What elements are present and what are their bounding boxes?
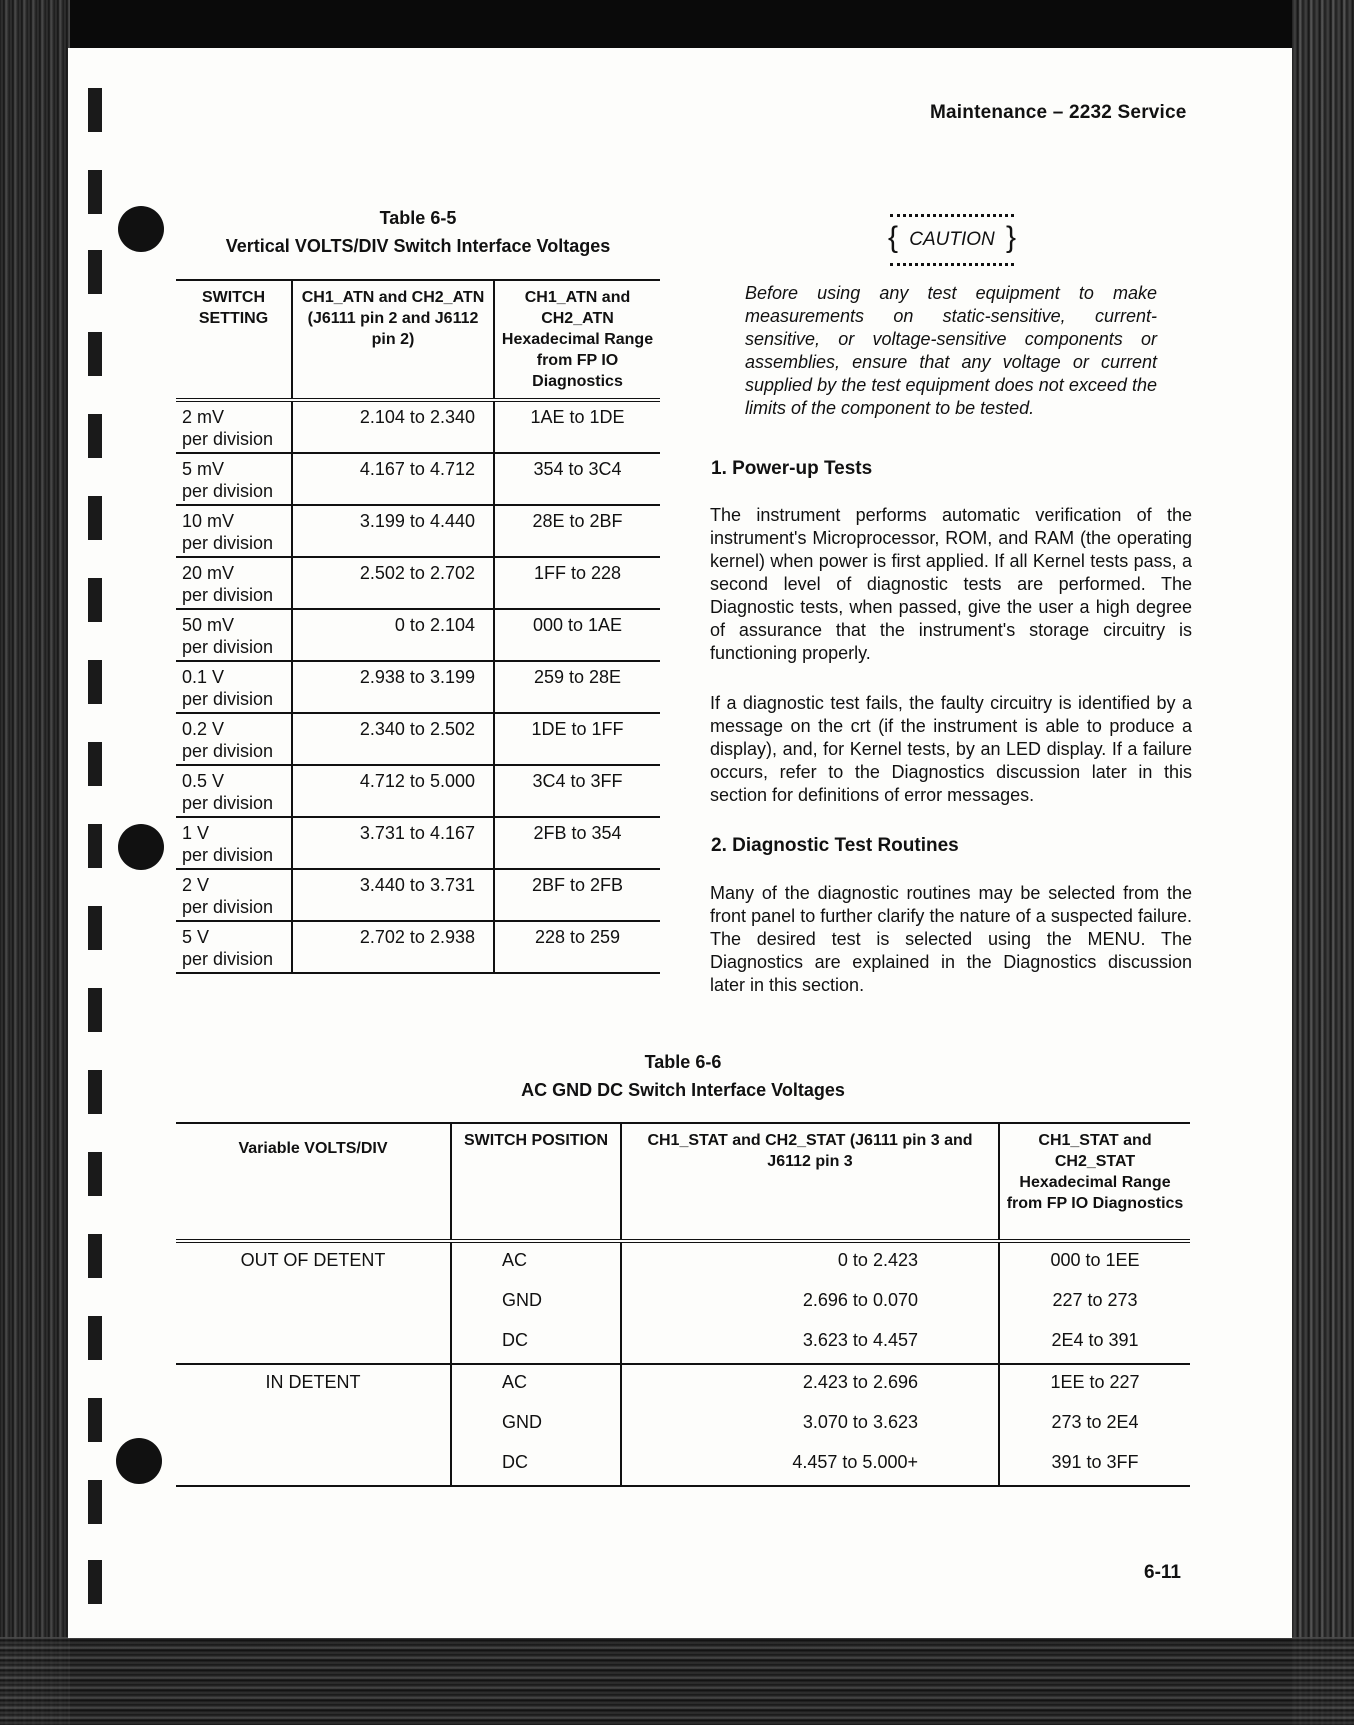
switch-setting-cell <box>176 869 292 921</box>
punch-hole <box>118 206 164 252</box>
binder-mark <box>88 332 102 376</box>
voltage-range: 0 to 2.104 <box>292 609 494 661</box>
switch-unit: per division <box>182 845 274 865</box>
caution-label: { CAUTION } <box>890 214 1014 266</box>
table-header: CH1_ATN and CH2_ATN (J6111 pin 2 and J6112 pin 2) <box>292 280 494 400</box>
binder-mark <box>88 1152 102 1196</box>
table-header: CH1_ATN and CH2_ATN Hexadecimal Range from FP IO Diagnostics <box>494 280 660 400</box>
binder-mark <box>88 250 102 294</box>
voltage-range: 3.070 to 3.623 <box>621 1405 999 1445</box>
switch-setting: 0.1 V <box>182 667 225 687</box>
hex-range: 1DE to 1FF <box>494 713 660 765</box>
binder-mark <box>88 1316 102 1360</box>
voltage-range: 4.712 to 5.000 <box>292 765 494 817</box>
table-row <box>176 400 660 453</box>
voltage-range: 4.167 to 4.712 <box>292 453 494 505</box>
switch-setting: 5 V <box>182 927 210 947</box>
voltage-range: 3.199 to 4.440 <box>292 505 494 557</box>
voltage-range: 2.938 to 3.199 <box>292 661 494 713</box>
switch-position: GND <box>451 1283 621 1323</box>
voltage-range: 2.696 to 0.070 <box>621 1283 999 1323</box>
table-row <box>176 1364 1190 1405</box>
switch-position: AC <box>451 1241 621 1283</box>
table-row <box>176 713 660 765</box>
hex-range: 1FF to 228 <box>494 557 660 609</box>
switch-setting: 2 mV <box>182 407 225 427</box>
switch-unit: per division <box>182 585 274 605</box>
switch-setting-cell <box>176 557 292 609</box>
switch-setting-cell <box>176 713 292 765</box>
switch-unit: per division <box>182 533 274 553</box>
punch-hole <box>116 1438 162 1484</box>
switch-setting: 5 mV <box>182 459 225 479</box>
table-header: SWITCH SETTING <box>176 280 292 400</box>
hex-range: 2BF to 2FB <box>494 869 660 921</box>
section-heading-power-up-tests: 1. Power-up Tests <box>711 458 873 479</box>
binder-mark <box>88 742 102 786</box>
hex-range: 2FB to 354 <box>494 817 660 869</box>
switch-setting: 0.2 V <box>182 719 225 739</box>
hex-range: 259 to 28E <box>494 661 660 713</box>
table-row <box>176 453 660 505</box>
switch-setting: 0.5 V <box>182 771 225 791</box>
hex-range: 227 to 273 <box>1052 1290 1138 1310</box>
table-6-5-title: Vertical VOLTS/DIV Switch Interface Voltages <box>225 236 611 256</box>
switch-setting-cell <box>176 505 292 557</box>
hex-range: 28E to 2BF <box>494 505 660 557</box>
voltage-range: 3.623 to 4.457 <box>621 1323 999 1364</box>
binder-mark <box>88 824 102 868</box>
page-header: Maintenance – 2232 Service <box>930 102 1187 123</box>
punch-hole <box>118 824 164 870</box>
binder-mark <box>88 414 102 458</box>
variable-volts-div: OUT OF DETENT <box>176 1241 451 1364</box>
table-6-6-title: AC GND DC Switch Interface Voltages <box>521 1080 845 1100</box>
caution-text: Before using any test equipment to make measurements on static-sensitive, current-sensitive, or voltage-sensitive components or assemblies, ensure that any voltage or current supplied by the test equipment does not exceed the limits of the component to be tested. <box>745 283 1157 418</box>
table-6-6-number: Table 6-6 <box>644 1052 722 1072</box>
hex-range: 391 to 3FF <box>1051 1452 1139 1472</box>
voltage-range: 0 to 2.423 <box>621 1241 999 1283</box>
switch-position: GND <box>451 1405 621 1445</box>
switch-setting-cell <box>176 661 292 713</box>
table-row <box>176 869 660 921</box>
binder-mark <box>88 1480 102 1524</box>
switch-unit: per division <box>182 481 274 501</box>
paragraph: The instrument performs automatic verification of the instrument's Microprocessor, ROM, and RAM (the operating kernel) when power is first applied. If all Kernel tests pass, a second level of diagnostic tests are performed. The Diagnostic tests, when passed, give the user a high degree of assurance that the instrument's storage circuitry is functioning properly. <box>710 505 1192 663</box>
voltage-range: 3.440 to 3.731 <box>292 869 494 921</box>
table-row <box>176 661 660 713</box>
switch-setting-cell <box>176 609 292 661</box>
table-row <box>176 505 660 557</box>
voltage-range: 2.340 to 2.502 <box>292 713 494 765</box>
switch-setting: 50 mV <box>182 615 235 635</box>
table-row <box>176 921 660 973</box>
binder-mark <box>88 1070 102 1114</box>
hex-range: 228 to 259 <box>494 921 660 973</box>
voltage-range: 3.731 to 4.167 <box>292 817 494 869</box>
switch-setting: 10 mV <box>182 511 235 531</box>
page-number: 6-11 <box>1144 1562 1181 1583</box>
table-header: CH1_STAT and CH2_STAT (J6111 pin 3 and J6112 pin 3 <box>621 1123 999 1241</box>
hex-range: 000 to 1AE <box>494 609 660 661</box>
table-header: CH1_STAT and CH2_STAT Hexadecimal Range from FP IO Diagnostics <box>999 1123 1190 1241</box>
paragraph: Many of the diagnostic routines may be selected from the front panel to further clarify the nature of a suspected failure. The desired test is selected using the MENU. The Diagnostics are explained in the Diagnostics discussion later in this section. <box>710 883 1192 995</box>
switch-position: DC <box>451 1323 621 1364</box>
switch-setting-cell <box>176 921 292 973</box>
paragraph: If a diagnostic test fails, the faulty circuitry is identified by a message on the crt (if the instrument is able to produce a display), and, for Kernel tests, by an LED display. If a failure occurs, refer to the Diagnostics discussion later in this section for definitions of error messages. <box>710 693 1192 805</box>
switch-position: AC <box>451 1364 621 1405</box>
hex-range: 000 to 1EE <box>999 1241 1190 1283</box>
table-6-6-caption <box>176 1048 1190 1104</box>
switch-unit: per division <box>182 741 274 761</box>
switch-unit: per division <box>182 637 274 657</box>
table-row <box>176 765 660 817</box>
table-header: Variable VOLTS/DIV <box>176 1123 451 1241</box>
voltage-range: 2.702 to 2.938 <box>292 921 494 973</box>
switch-setting-cell <box>176 817 292 869</box>
table-6-5-number: Table 6-5 <box>379 208 457 228</box>
binder-mark <box>88 496 102 540</box>
table-header: SWITCH POSITION <box>451 1123 621 1241</box>
switch-setting-cell <box>176 400 292 453</box>
scan-border-left <box>0 0 70 1725</box>
binder-mark <box>88 170 102 214</box>
voltage-range: 2.502 to 2.702 <box>292 557 494 609</box>
switch-position: DC <box>451 1445 621 1486</box>
switch-unit: per division <box>182 897 274 917</box>
scan-border-bottom <box>0 1637 1354 1725</box>
binder-mark <box>88 988 102 1032</box>
hex-range: 3C4 to 3FF <box>494 765 660 817</box>
table-6-6 <box>176 1122 1190 1487</box>
binder-mark <box>88 660 102 704</box>
binder-mark <box>88 578 102 622</box>
switch-setting: 2 V <box>182 875 210 895</box>
switch-unit: per division <box>182 793 274 813</box>
binder-mark <box>88 906 102 950</box>
hex-range: 1EE to 227 <box>999 1364 1190 1405</box>
voltage-range: 2.423 to 2.696 <box>621 1364 999 1405</box>
hex-range: 273 to 2E4 <box>1051 1412 1139 1432</box>
table-6-5 <box>176 279 660 974</box>
table-row <box>176 817 660 869</box>
table-row <box>176 609 660 661</box>
binder-mark <box>88 1234 102 1278</box>
table-6-5-caption <box>176 204 660 260</box>
switch-unit: per division <box>182 689 274 709</box>
binder-mark <box>88 1560 102 1604</box>
switch-unit: per division <box>182 429 274 449</box>
section-heading-diagnostic-test-routines: 2. Diagnostic Test Routines <box>711 835 959 856</box>
hex-range: 354 to 3C4 <box>494 453 660 505</box>
voltage-range: 2.104 to 2.340 <box>292 400 494 453</box>
switch-setting-cell <box>176 453 292 505</box>
binder-mark <box>88 88 102 132</box>
switch-setting: 20 mV <box>182 563 235 583</box>
table-row <box>176 1241 1190 1283</box>
binder-mark <box>88 1398 102 1442</box>
voltage-range: 4.457 to 5.000+ <box>621 1445 999 1486</box>
hex-range: 2E4 to 391 <box>1051 1330 1139 1350</box>
switch-unit: per division <box>182 949 274 969</box>
table-row <box>176 557 660 609</box>
switch-setting: 1 V <box>182 823 210 843</box>
switch-setting-cell <box>176 765 292 817</box>
variable-volts-div: IN DETENT <box>176 1364 451 1486</box>
scan-border-right <box>1292 0 1354 1725</box>
hex-range: 1AE to 1DE <box>494 400 660 453</box>
